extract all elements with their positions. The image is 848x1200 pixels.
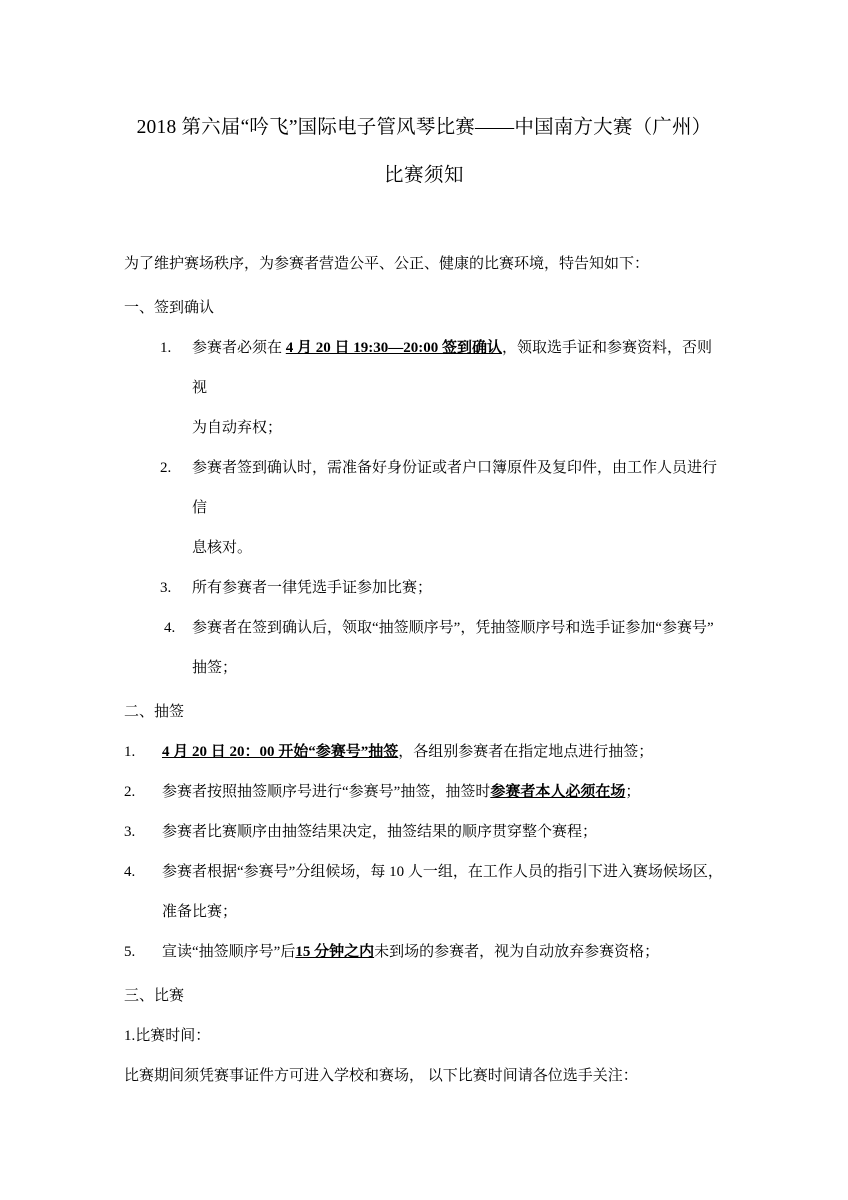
- section-3-heading: 三、比赛: [124, 988, 185, 1004]
- list-item: [124, 568, 724, 608]
- list-item: [124, 852, 724, 932]
- list-item-number: 2.: [124, 784, 136, 800]
- list-item-number: 3.: [160, 580, 172, 596]
- section-2-list: [124, 732, 724, 972]
- section-3-subheading: 1.比赛时间：: [124, 1028, 211, 1044]
- list-item-text: 宣读“抽签顺序号”后15 分钟之内未到场的参赛者，视为自动放弃参赛资格；: [162, 944, 660, 960]
- emphasis-text: 参赛者本人必须在场: [490, 784, 626, 800]
- list-item-continuation: 抽签；: [192, 660, 238, 676]
- emphasis-text: 15 分钟之内: [295, 944, 375, 960]
- intro-paragraph: 为了维护赛场秩序，为参赛者营造公平、公正、健康的比赛环境，特告知如下：: [124, 256, 650, 272]
- list-item: [124, 812, 724, 852]
- list-item-number: 2.: [160, 460, 172, 476]
- list-item-number: 3.: [124, 824, 136, 840]
- section-1-list: [124, 328, 724, 688]
- list-item-number: 5.: [124, 944, 136, 960]
- list-item: [124, 932, 724, 972]
- list-item-text: 4 月 20 日 20：00 开始“参赛号”抽签，各组别参赛者在指定地点进行抽签；: [162, 744, 654, 760]
- list-item-continuation: 准备比赛；: [162, 904, 238, 920]
- list-item-continuation: 为自动弃权；: [192, 420, 283, 436]
- list-item: [124, 328, 724, 448]
- list-item-text: 参赛者签到确认时，需准备好身份证或者户口簿原件及复印件，由工作人员进行信: [192, 460, 718, 516]
- list-item: [124, 732, 724, 772]
- list-item-number: 4.: [124, 864, 136, 880]
- section-3-paragraph: 比赛期间须凭赛事证件方可进入学校和赛场， 以下比赛时间请各位选手关注：: [124, 1068, 638, 1084]
- list-item-text: 所有参赛者一律凭选手证参加比赛；: [192, 580, 433, 596]
- title-line-1: 2018 第六届“吟飞”国际电子管风琴比赛——中国南方大赛（广州）: [136, 117, 712, 138]
- list-item: [124, 608, 724, 688]
- list-item-number: 1.: [124, 744, 136, 760]
- list-item-text: 参赛者比赛顺序由抽签结果决定，抽签结果的顺序贯穿整个赛程；: [162, 824, 598, 840]
- list-item-text: 参赛者在签到确认后，领取“抽签顺序号”，凭抽签顺序号和选手证参加“参赛号”: [192, 620, 714, 636]
- list-item-text: 参赛者根据“参赛号”分组候场，每 10 人一组，在工作人员的指引下进入赛场候场区，: [162, 864, 723, 880]
- list-item-continuation: 息核对。: [192, 540, 253, 556]
- list-item-number: 1.: [160, 340, 172, 356]
- list-item-text: 参赛者必须在 4 月 20 日 19:30—20:00 签到确认，领取选手证和参赛资料，否则视: [192, 340, 713, 396]
- list-item-text: 参赛者按照抽签顺序号进行“参赛号”抽签，抽签时参赛者本人必须在场；: [162, 784, 641, 800]
- list-item: [124, 448, 724, 568]
- title-line-2: 比赛须知: [383, 165, 464, 186]
- emphasis-text: 4 月 20 日 20：00 开始“参赛号”抽签: [162, 744, 399, 760]
- section-1-heading: 一、签到确认: [124, 300, 215, 316]
- list-item: [124, 772, 724, 812]
- list-item-number: 4.: [164, 620, 176, 636]
- section-2-heading: 二、抽签: [124, 704, 185, 720]
- emphasis-text: 4 月 20 日 19:30—20:00 签到确认: [285, 340, 503, 356]
- document-title: [124, 104, 724, 200]
